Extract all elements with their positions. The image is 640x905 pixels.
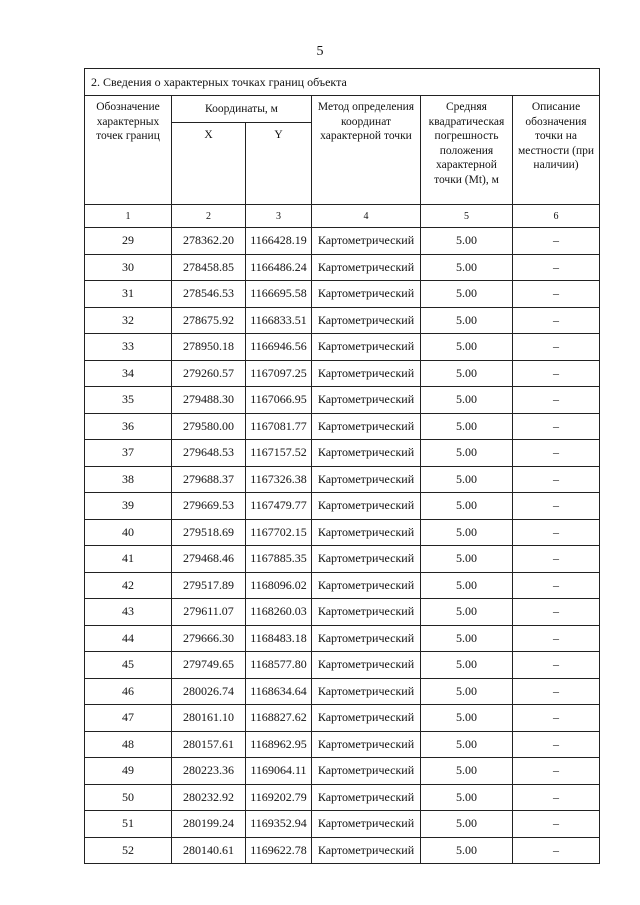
cell-description: – bbox=[513, 758, 600, 785]
section-title: 2. Сведения о характерных точках границ объекта bbox=[85, 69, 600, 96]
cell-method: Картометрический bbox=[312, 228, 421, 255]
cell-x: 279648.53 bbox=[172, 440, 246, 467]
cell-description: – bbox=[513, 572, 600, 599]
cell-error: 5.00 bbox=[421, 546, 513, 573]
cell-error: 5.00 bbox=[421, 413, 513, 440]
cell-error: 5.00 bbox=[421, 281, 513, 308]
header-point-designation: Обозначение характерных точек границ bbox=[85, 96, 172, 205]
cell-y: 1168260.03 bbox=[246, 599, 312, 626]
cell-x: 280232.92 bbox=[172, 784, 246, 811]
header-method: Метод определения координат характерной точки bbox=[312, 96, 421, 205]
cell-point: 51 bbox=[85, 811, 172, 838]
cell-error: 5.00 bbox=[421, 387, 513, 414]
cell-point: 32 bbox=[85, 307, 172, 334]
cell-y: 1168577.80 bbox=[246, 652, 312, 679]
cell-x: 279666.30 bbox=[172, 625, 246, 652]
cell-point: 52 bbox=[85, 837, 172, 864]
cell-method: Картометрический bbox=[312, 307, 421, 334]
cell-point: 42 bbox=[85, 572, 172, 599]
table-row bbox=[85, 758, 600, 785]
cell-point: 34 bbox=[85, 360, 172, 387]
cell-method: Картометрический bbox=[312, 440, 421, 467]
cell-description: – bbox=[513, 228, 600, 255]
cell-error: 5.00 bbox=[421, 307, 513, 334]
cell-error: 5.00 bbox=[421, 572, 513, 599]
table-row bbox=[85, 281, 600, 308]
cell-description: – bbox=[513, 546, 600, 573]
cell-error: 5.00 bbox=[421, 758, 513, 785]
cell-x: 278362.20 bbox=[172, 228, 246, 255]
header-x: X bbox=[172, 123, 246, 205]
cell-description: – bbox=[513, 705, 600, 732]
cell-method: Картометрический bbox=[312, 678, 421, 705]
cell-point: 43 bbox=[85, 599, 172, 626]
table-row bbox=[85, 599, 600, 626]
table-row bbox=[85, 546, 600, 573]
cell-y: 1167157.52 bbox=[246, 440, 312, 467]
cell-error: 5.00 bbox=[421, 519, 513, 546]
cell-error: 5.00 bbox=[421, 705, 513, 732]
table-row bbox=[85, 413, 600, 440]
cell-description: – bbox=[513, 731, 600, 758]
table-row bbox=[85, 228, 600, 255]
cell-point: 46 bbox=[85, 678, 172, 705]
cell-y: 1167081.77 bbox=[246, 413, 312, 440]
cell-method: Картометрический bbox=[312, 281, 421, 308]
cell-error: 5.00 bbox=[421, 784, 513, 811]
cell-x: 280161.10 bbox=[172, 705, 246, 732]
cell-point: 31 bbox=[85, 281, 172, 308]
cell-point: 49 bbox=[85, 758, 172, 785]
cell-y: 1169622.78 bbox=[246, 837, 312, 864]
cell-x: 280140.61 bbox=[172, 837, 246, 864]
cell-x: 279611.07 bbox=[172, 599, 246, 626]
cell-x: 279749.65 bbox=[172, 652, 246, 679]
cell-x: 279580.00 bbox=[172, 413, 246, 440]
table-row bbox=[85, 652, 600, 679]
cell-point: 40 bbox=[85, 519, 172, 546]
cell-error: 5.00 bbox=[421, 811, 513, 838]
cell-point: 45 bbox=[85, 652, 172, 679]
cell-x: 279260.57 bbox=[172, 360, 246, 387]
cell-y: 1168483.18 bbox=[246, 625, 312, 652]
cell-method: Картометрический bbox=[312, 546, 421, 573]
table-row bbox=[85, 387, 600, 414]
cell-method: Картометрический bbox=[312, 731, 421, 758]
cell-error: 5.00 bbox=[421, 360, 513, 387]
cell-method: Картометрический bbox=[312, 413, 421, 440]
cell-method: Картометрический bbox=[312, 705, 421, 732]
cell-method: Картометрический bbox=[312, 493, 421, 520]
cell-description: – bbox=[513, 307, 600, 334]
cell-y: 1168096.02 bbox=[246, 572, 312, 599]
cell-method: Картометрический bbox=[312, 572, 421, 599]
cell-x: 278458.85 bbox=[172, 254, 246, 281]
cell-point: 29 bbox=[85, 228, 172, 255]
cell-y: 1167479.77 bbox=[246, 493, 312, 520]
cell-y: 1169352.94 bbox=[246, 811, 312, 838]
cell-error: 5.00 bbox=[421, 652, 513, 679]
cell-error: 5.00 bbox=[421, 678, 513, 705]
cell-description: – bbox=[513, 360, 600, 387]
cell-y: 1167097.25 bbox=[246, 360, 312, 387]
cell-error: 5.00 bbox=[421, 334, 513, 361]
column-number: 3 bbox=[246, 205, 312, 228]
cell-description: – bbox=[513, 281, 600, 308]
header-error: Средняя квадратическая погрешность положения характерной точки (Mt), м bbox=[421, 96, 513, 205]
cell-description: – bbox=[513, 466, 600, 493]
cell-method: Картометрический bbox=[312, 811, 421, 838]
cell-point: 44 bbox=[85, 625, 172, 652]
cell-error: 5.00 bbox=[421, 440, 513, 467]
cell-method: Картометрический bbox=[312, 652, 421, 679]
cell-point: 38 bbox=[85, 466, 172, 493]
table-row bbox=[85, 519, 600, 546]
cell-description: – bbox=[513, 413, 600, 440]
cell-method: Картометрический bbox=[312, 784, 421, 811]
cell-point: 50 bbox=[85, 784, 172, 811]
cell-description: – bbox=[513, 837, 600, 864]
table-row bbox=[85, 360, 600, 387]
table-row bbox=[85, 625, 600, 652]
cell-description: – bbox=[513, 652, 600, 679]
cell-y: 1167326.38 bbox=[246, 466, 312, 493]
cell-y: 1166946.56 bbox=[246, 334, 312, 361]
cell-y: 1167702.15 bbox=[246, 519, 312, 546]
cell-x: 278950.18 bbox=[172, 334, 246, 361]
table-row bbox=[85, 678, 600, 705]
cell-y: 1168827.62 bbox=[246, 705, 312, 732]
column-number: 5 bbox=[421, 205, 513, 228]
table-row bbox=[85, 466, 600, 493]
cell-y: 1166486.24 bbox=[246, 254, 312, 281]
cell-x: 280026.74 bbox=[172, 678, 246, 705]
cell-y: 1167066.95 bbox=[246, 387, 312, 414]
table-row bbox=[85, 837, 600, 864]
cell-y: 1168962.95 bbox=[246, 731, 312, 758]
column-number: 1 bbox=[85, 205, 172, 228]
column-number: 2 bbox=[172, 205, 246, 228]
cell-point: 37 bbox=[85, 440, 172, 467]
table-row bbox=[85, 493, 600, 520]
cell-method: Картометрический bbox=[312, 625, 421, 652]
cell-error: 5.00 bbox=[421, 625, 513, 652]
cell-x: 280199.24 bbox=[172, 811, 246, 838]
cell-error: 5.00 bbox=[421, 731, 513, 758]
cell-x: 279488.30 bbox=[172, 387, 246, 414]
cell-description: – bbox=[513, 678, 600, 705]
cell-description: – bbox=[513, 811, 600, 838]
cell-point: 39 bbox=[85, 493, 172, 520]
cell-method: Картометрический bbox=[312, 466, 421, 493]
table-row bbox=[85, 731, 600, 758]
cell-x: 279468.46 bbox=[172, 546, 246, 573]
cell-y: 1166833.51 bbox=[246, 307, 312, 334]
cell-description: – bbox=[513, 599, 600, 626]
table-row bbox=[85, 572, 600, 599]
boundary-points-table bbox=[84, 68, 600, 864]
table-row bbox=[85, 440, 600, 467]
cell-description: – bbox=[513, 493, 600, 520]
cell-point: 30 bbox=[85, 254, 172, 281]
cell-method: Картометрический bbox=[312, 837, 421, 864]
cell-x: 280223.36 bbox=[172, 758, 246, 785]
cell-point: 33 bbox=[85, 334, 172, 361]
cell-method: Картометрический bbox=[312, 334, 421, 361]
cell-error: 5.00 bbox=[421, 599, 513, 626]
cell-description: – bbox=[513, 254, 600, 281]
cell-point: 35 bbox=[85, 387, 172, 414]
cell-x: 279688.37 bbox=[172, 466, 246, 493]
cell-method: Картометрический bbox=[312, 254, 421, 281]
cell-y: 1166428.19 bbox=[246, 228, 312, 255]
cell-point: 47 bbox=[85, 705, 172, 732]
header-y: Y bbox=[246, 123, 312, 205]
table-row bbox=[85, 254, 600, 281]
column-number: 4 bbox=[312, 205, 421, 228]
cell-description: – bbox=[513, 519, 600, 546]
cell-x: 279517.89 bbox=[172, 572, 246, 599]
cell-error: 5.00 bbox=[421, 228, 513, 255]
cell-error: 5.00 bbox=[421, 837, 513, 864]
table-row bbox=[85, 705, 600, 732]
cell-y: 1167885.35 bbox=[246, 546, 312, 573]
table-row bbox=[85, 784, 600, 811]
cell-description: – bbox=[513, 625, 600, 652]
cell-method: Картометрический bbox=[312, 599, 421, 626]
column-number: 6 bbox=[513, 205, 600, 228]
page-number: 5 bbox=[316, 44, 324, 59]
cell-method: Картометрический bbox=[312, 360, 421, 387]
table-row bbox=[85, 811, 600, 838]
cell-error: 5.00 bbox=[421, 254, 513, 281]
cell-method: Картометрический bbox=[312, 519, 421, 546]
cell-y: 1166695.58 bbox=[246, 281, 312, 308]
table-row bbox=[85, 307, 600, 334]
cell-x: 278546.53 bbox=[172, 281, 246, 308]
header-description: Описание обозначения точки на местности (при наличии) bbox=[513, 96, 600, 205]
cell-x: 279669.53 bbox=[172, 493, 246, 520]
cell-error: 5.00 bbox=[421, 493, 513, 520]
cell-method: Картометрический bbox=[312, 387, 421, 414]
cell-x: 278675.92 bbox=[172, 307, 246, 334]
cell-method: Картометрический bbox=[312, 758, 421, 785]
table-row bbox=[85, 334, 600, 361]
cell-x: 279518.69 bbox=[172, 519, 246, 546]
cell-x: 280157.61 bbox=[172, 731, 246, 758]
cell-error: 5.00 bbox=[421, 466, 513, 493]
header-coordinates: Координаты, м bbox=[172, 96, 312, 123]
cell-y: 1169202.79 bbox=[246, 784, 312, 811]
cell-point: 48 bbox=[85, 731, 172, 758]
cell-point: 41 bbox=[85, 546, 172, 573]
table-body bbox=[85, 228, 600, 864]
cell-description: – bbox=[513, 784, 600, 811]
cell-y: 1168634.64 bbox=[246, 678, 312, 705]
cell-point: 36 bbox=[85, 413, 172, 440]
cell-y: 1169064.11 bbox=[246, 758, 312, 785]
cell-description: – bbox=[513, 440, 600, 467]
cell-description: – bbox=[513, 334, 600, 361]
cell-description: – bbox=[513, 387, 600, 414]
